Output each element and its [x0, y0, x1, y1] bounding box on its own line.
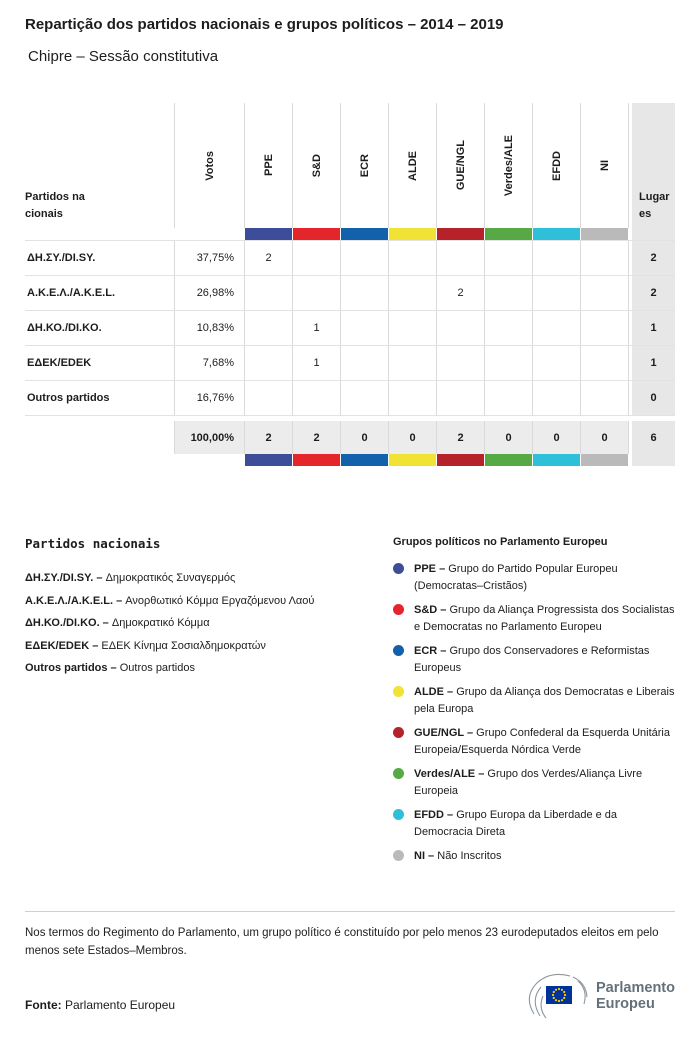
- group-legend-item: Verdes/ALE – Grupo dos Verdes/Aliança Livre Europeia: [393, 766, 675, 799]
- verdesale-color-dot: [393, 768, 404, 779]
- total-seat-cell: 0: [533, 421, 581, 454]
- guengl-color-swatch: [437, 228, 485, 240]
- seat-count-cell: [437, 241, 485, 275]
- seat-count-cell: [485, 276, 533, 310]
- seat-count-cell: [389, 346, 437, 380]
- seat-count-cell: [485, 311, 533, 345]
- total-seat-cell: 0: [581, 421, 629, 454]
- political-groups-legend: [393, 536, 675, 873]
- party-legend-item: Outros partidos – Outros partidos: [25, 662, 195, 674]
- national-parties-legend-title: Partidos nacionais: [25, 536, 161, 551]
- votes-cell: 10,83%: [175, 311, 245, 345]
- verdesale-color-swatch: [485, 454, 533, 466]
- seat-count-cell: 2: [437, 276, 485, 310]
- table-row: [25, 275, 675, 310]
- seat-count-cell: [581, 241, 629, 275]
- political-groups-legend-title: Grupos políticos no Parlamento Europeu: [393, 536, 608, 548]
- col-header-lugares: Lugares: [629, 103, 675, 228]
- col-header-alde: ALDE: [389, 103, 437, 228]
- seats-total-cell: 2: [629, 241, 675, 275]
- table-total-row: [25, 421, 675, 454]
- seat-count-cell: [581, 311, 629, 345]
- ecr-color-dot: [393, 645, 404, 656]
- logo-wordmark: Parlamento Europeu: [596, 979, 675, 1013]
- table-row: [25, 380, 675, 415]
- ecr-color-swatch: [341, 454, 389, 466]
- party-name-cell: Α.Κ.Ε.Λ./A.K.E.L.: [25, 276, 175, 310]
- colorbar-spacer: [25, 228, 175, 240]
- total-empty-cell: [25, 421, 175, 454]
- seat-count-cell: [293, 241, 341, 275]
- seat-count-cell: 1: [293, 346, 341, 380]
- seat-count-cell: [581, 276, 629, 310]
- sd-color-dot: [393, 604, 404, 615]
- table-row: [25, 240, 675, 275]
- votes-cell: 16,76%: [175, 381, 245, 415]
- efdd-color-dot: [393, 809, 404, 820]
- seat-count-cell: [341, 241, 389, 275]
- european-parliament-logo: [526, 972, 675, 1020]
- ppe-color-swatch: [245, 454, 293, 466]
- seat-count-cell: [533, 276, 581, 310]
- results-table: [25, 103, 675, 466]
- group-legend-item: ECR – Grupo dos Conservadores e Reformistas Europeus: [393, 643, 675, 676]
- rules-footnote: Nos termos do Regimento do Parlamento, um grupo político é constituído por pelo menos 23 eurodeputados eleitos em pelo menos sete Estados–Membros.: [25, 911, 675, 961]
- national-parties-legend: [25, 536, 393, 873]
- seat-count-cell: [245, 346, 293, 380]
- seats-total-cell: 0: [629, 381, 675, 415]
- col-header-ecr: ECR: [341, 103, 389, 228]
- group-legend-item: S&D – Grupo da Aliança Progressista dos Socialistas e Democratas no Parlamento Europeu: [393, 602, 675, 635]
- party-name-cell: ΕΔΕΚ/EDEK: [25, 346, 175, 380]
- votes-cell: 37,75%: [175, 241, 245, 275]
- ecr-color-swatch: [341, 228, 389, 240]
- seat-count-cell: [485, 241, 533, 275]
- group-color-bar-bottom: [25, 454, 675, 466]
- ppe-color-swatch: [245, 228, 293, 240]
- party-legend-item: Α.Κ.Ε.Λ./A.K.E.L. – Ανορθωτικό Κόμμα Εργαζόμενου Λαού: [25, 594, 315, 607]
- table-row: [25, 345, 675, 380]
- legend-section: [25, 536, 675, 873]
- alde-color-swatch: [389, 454, 437, 466]
- seats-total-cell: 2: [629, 276, 675, 310]
- colorbar-spacer: [629, 454, 675, 466]
- sd-color-swatch: [293, 228, 341, 240]
- page-title: Repartição dos partidos nacionais e grupos políticos – 2014 – 2019: [25, 16, 504, 33]
- seat-count-cell: [341, 311, 389, 345]
- alde-color-dot: [393, 686, 404, 697]
- total-seats-cell: 6: [629, 421, 675, 454]
- seat-count-cell: [437, 381, 485, 415]
- verdesale-color-swatch: [485, 228, 533, 240]
- total-seat-cell: 2: [293, 421, 341, 454]
- group-legend-item: GUE/NGL – Grupo Confederal da Esquerda Unitária Europeia/Esquerda Nórdica Verde: [393, 725, 675, 758]
- seat-count-cell: [341, 276, 389, 310]
- source-line: [25, 998, 175, 1012]
- sd-color-swatch: [293, 454, 341, 466]
- seat-count-cell: [293, 276, 341, 310]
- seat-count-cell: [437, 346, 485, 380]
- ni-color-swatch: [581, 228, 629, 240]
- seat-count-cell: [581, 346, 629, 380]
- page-subtitle: Chipre – Sessão constitutiva: [28, 48, 219, 65]
- col-header-guengl: GUE/NGL: [437, 103, 485, 228]
- efdd-color-swatch: [533, 454, 581, 466]
- seat-count-cell: [533, 311, 581, 345]
- table-row: [25, 310, 675, 345]
- party-legend-item: ΔΗ.ΣΥ./DI.SY. – Δημοκρατικός Συναγερμός: [25, 572, 236, 584]
- seat-count-cell: [389, 311, 437, 345]
- colorbar-spacer: [629, 228, 675, 240]
- votes-cell: 26,98%: [175, 276, 245, 310]
- col-header-partidos: Partidos nacionais: [25, 103, 175, 228]
- ni-color-swatch: [581, 454, 629, 466]
- seat-count-cell: [533, 346, 581, 380]
- seat-count-cell: [485, 346, 533, 380]
- total-seat-cell: 2: [437, 421, 485, 454]
- party-legend-item: ΕΔΕΚ/EDEK – ΕΔΕΚ Κίνημα Σοσιαλδημοκρατών: [25, 639, 266, 652]
- seat-count-cell: [245, 381, 293, 415]
- colorbar-spacer: [25, 454, 175, 466]
- seat-count-cell: [485, 381, 533, 415]
- seat-count-cell: [389, 381, 437, 415]
- guengl-color-dot: [393, 727, 404, 738]
- colorbar-spacer: [175, 228, 245, 240]
- group-legend-item: PPE – Grupo do Partido Popular Europeu (Democratas–Cristãos): [393, 561, 675, 594]
- source-label: Fonte:: [25, 998, 62, 1013]
- seat-count-cell: [341, 381, 389, 415]
- seat-count-cell: [581, 381, 629, 415]
- guengl-color-swatch: [437, 454, 485, 466]
- group-color-bar-top: [25, 228, 675, 240]
- seats-total-cell: 1: [629, 311, 675, 345]
- group-legend-item: ALDE – Grupo da Aliança dos Democratas e Liberais pela Europa: [393, 684, 675, 717]
- colorbar-spacer: [175, 454, 245, 466]
- col-header-votos: Votos: [175, 103, 245, 228]
- ni-color-dot: [393, 850, 404, 861]
- seat-count-cell: 1: [293, 311, 341, 345]
- seat-count-cell: [389, 276, 437, 310]
- seat-count-cell: [533, 241, 581, 275]
- total-seat-cell: 0: [341, 421, 389, 454]
- source-value: Parlamento Europeu: [65, 998, 176, 1013]
- efdd-color-swatch: [533, 228, 581, 240]
- seats-total-cell: 1: [629, 346, 675, 380]
- col-header-sd: S&D: [293, 103, 341, 228]
- party-name-cell: ΔΗ.ΣΥ./DI.SY.: [25, 241, 175, 275]
- eu-flag-icon: [526, 972, 592, 1020]
- group-legend-item: NI – Não Inscritos: [393, 848, 675, 865]
- col-header-ppe: PPE: [245, 103, 293, 228]
- party-name-cell: ΔΗ.ΚΟ./DI.KO.: [25, 311, 175, 345]
- ppe-color-dot: [393, 563, 404, 574]
- seat-count-cell: 2: [245, 241, 293, 275]
- seat-count-cell: [389, 241, 437, 275]
- group-legend-item: EFDD – Grupo Europa da Liberdade e da Democracia Direta: [393, 807, 675, 840]
- table-header-row: [25, 103, 675, 228]
- party-name-cell: Outros partidos: [25, 381, 175, 415]
- alde-color-swatch: [389, 228, 437, 240]
- total-seat-cell: 0: [389, 421, 437, 454]
- votes-cell: 7,68%: [175, 346, 245, 380]
- seat-count-cell: [341, 346, 389, 380]
- seat-count-cell: [245, 276, 293, 310]
- total-votes-cell: 100,00%: [175, 421, 245, 454]
- col-header-ni: NI: [581, 103, 629, 228]
- seat-count-cell: [293, 381, 341, 415]
- col-header-efdd: EFDD: [533, 103, 581, 228]
- party-legend-item: ΔΗ.ΚΟ./DI.KO. – Δημοκρατικό Κόμμα: [25, 617, 210, 629]
- col-header-verdesale: Verdes/ALE: [485, 103, 533, 228]
- footer: [25, 972, 675, 1020]
- total-seat-cell: 0: [485, 421, 533, 454]
- seat-count-cell: [437, 311, 485, 345]
- seat-count-cell: [533, 381, 581, 415]
- total-seat-cell: 2: [245, 421, 293, 454]
- seat-count-cell: [245, 311, 293, 345]
